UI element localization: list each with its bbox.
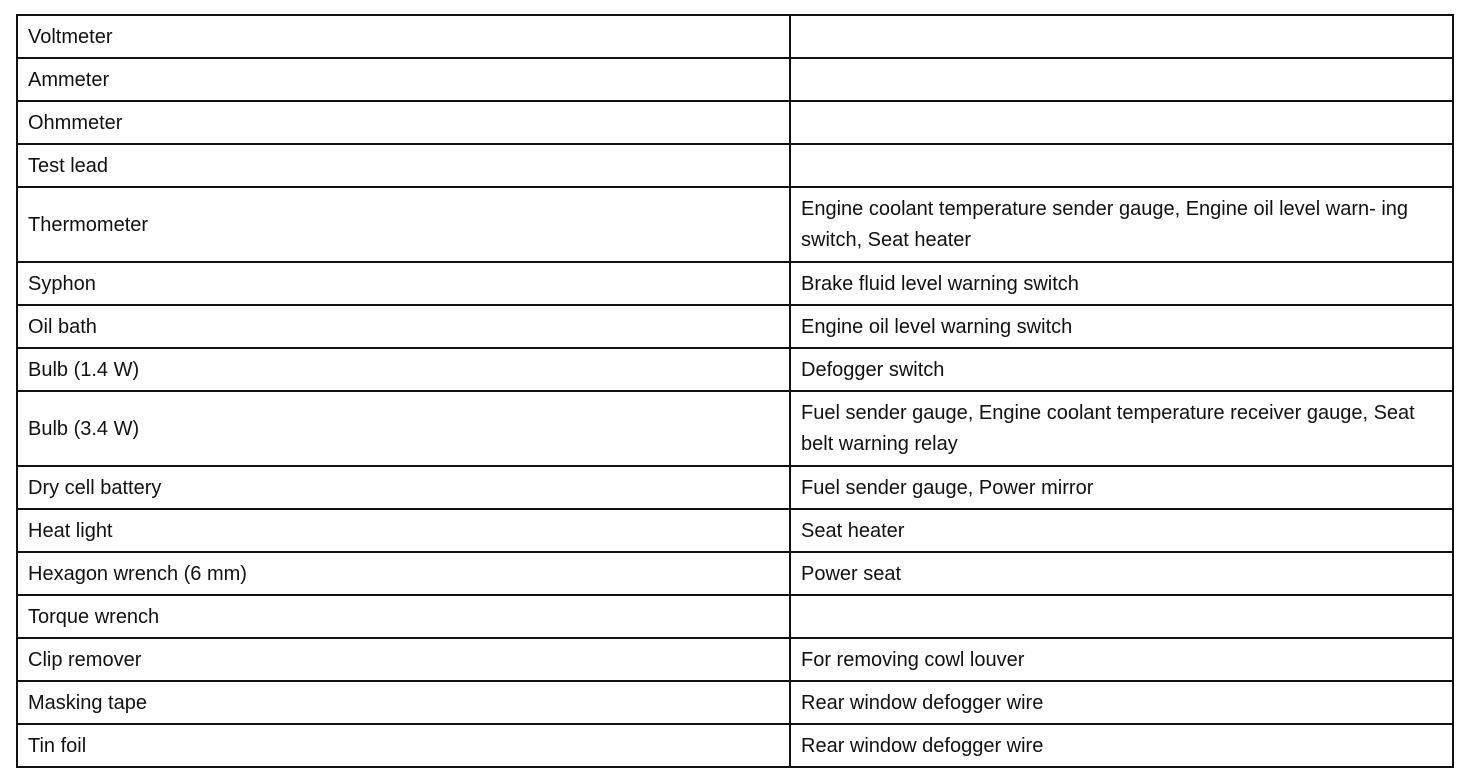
application-cell: Fuel sender gauge, Engine coolant temperature receiver gauge, Seat belt warning relay (790, 391, 1453, 466)
tool-cell: Hexagon wrench (6 mm) (17, 552, 790, 595)
table-row (17, 187, 1453, 262)
application-cell: Power seat (790, 552, 1453, 595)
table-row (17, 262, 1453, 305)
application-cell: Rear window defogger wire (790, 724, 1453, 767)
tool-cell: Syphon (17, 262, 790, 305)
application-cell: Engine coolant temperature sender gauge, Engine oil level warn- ing switch, Seat heater (790, 187, 1453, 262)
application-cell: Seat heater (790, 509, 1453, 552)
table-row (17, 391, 1453, 466)
application-cell (790, 101, 1453, 144)
tool-cell: Bulb (1.4 W) (17, 348, 790, 391)
tool-cell: Torque wrench (17, 595, 790, 638)
application-cell (790, 58, 1453, 101)
application-cell: Engine oil level warning switch (790, 305, 1453, 348)
tool-cell: Tin foil (17, 724, 790, 767)
application-cell: Fuel sender gauge, Power mirror (790, 466, 1453, 509)
table-row (17, 305, 1453, 348)
tool-cell: Voltmeter (17, 15, 790, 58)
tools-table (16, 14, 1454, 768)
tool-cell: Heat light (17, 509, 790, 552)
table-row (17, 638, 1453, 681)
table-row (17, 144, 1453, 187)
table-row (17, 101, 1453, 144)
table-row (17, 681, 1453, 724)
tool-cell: Ammeter (17, 58, 790, 101)
tool-cell: Oil bath (17, 305, 790, 348)
tool-cell: Dry cell battery (17, 466, 790, 509)
table-row (17, 15, 1453, 58)
tool-cell: Masking tape (17, 681, 790, 724)
table-row (17, 466, 1453, 509)
table-row (17, 348, 1453, 391)
tool-cell: Ohmmeter (17, 101, 790, 144)
tools-table-container (16, 14, 1452, 768)
table-row (17, 552, 1453, 595)
application-cell: Rear window defogger wire (790, 681, 1453, 724)
table-row (17, 58, 1453, 101)
application-cell (790, 144, 1453, 187)
application-cell (790, 595, 1453, 638)
tool-cell: Clip remover (17, 638, 790, 681)
application-cell (790, 15, 1453, 58)
application-cell: Brake fluid level warning switch (790, 262, 1453, 305)
tool-cell: Thermometer (17, 187, 790, 262)
tool-cell: Bulb (3.4 W) (17, 391, 790, 466)
table-row (17, 509, 1453, 552)
tool-cell: Test lead (17, 144, 790, 187)
table-row (17, 724, 1453, 767)
application-cell: Defogger switch (790, 348, 1453, 391)
table-row (17, 595, 1453, 638)
application-cell: For removing cowl louver (790, 638, 1453, 681)
